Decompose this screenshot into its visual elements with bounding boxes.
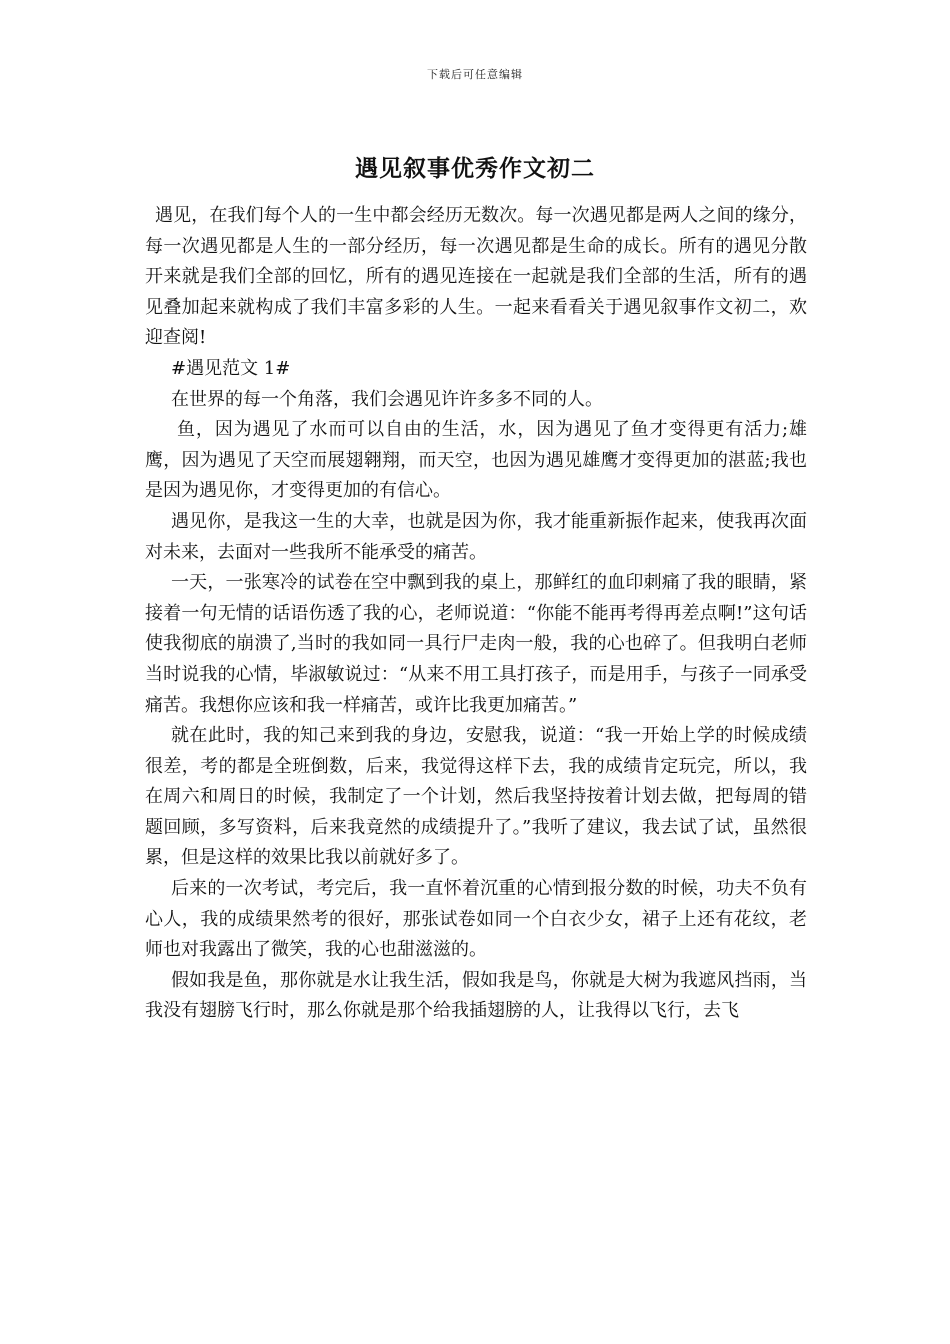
paragraph: 就在此时，我的知己来到我的身边，安慰我，说道：“我一开始上学的时候成绩很差，考的都是全班倒数，后来，我觉得这样下去，我的成绩肯定玩完，所以，我在周六和周日的时候，我制定了一个计划，然后我坚持按着计划去做，把每周的错题回顾，多写资料，后来我竟然的成绩提升了。”我听了建议，我去试了试，虽然很累，但是这样的效果比我以前就好多了。 (145, 725, 807, 869)
paragraph-intro: 遇见，在我们每个人的一生中都会经历无数次。每一次遇见都是两人之间的缘分，每一次遇见都是人生的一部分经历，每一次遇见都是生命的成长。所有的遇见分散开来就是我们全部的回忆，所有的遇见连接在一起就是我们全部的生活，所有的遇见叠加起来就构成了我们丰富多彩的人生。一起来看看关于遇见叙事作文初二，欢迎查阅! (145, 205, 807, 349)
paragraph: 一天，一张寒冷的试卷在空中飘到我的桌上，那鲜红的血印刺痛了我的眼睛，紧接着一句无情的话语伤透了我的心，老师说道：“你能不能再考得再差点啊!”这句话使我彻底的崩溃了,当时的我如同一具行尸走肉一般，我的心也碎了。但我明白老师当时说我的心情，毕淑敏说过：“从来不用工具打孩子，而是用手，与孩子一同承受痛苦。我想你应该和我一样痛苦，或许比我更加痛苦。” (145, 572, 807, 716)
paragraph: 假如我是鱼，那你就是水让我生活，假如我是鸟，你就是大树为我遮风挡雨，当我没有翅膀飞行时，那么你就是那个给我插翅膀的人，让我得以飞行，去飞 (145, 969, 807, 1022)
document-title: 遇见叙事优秀作文初二 (355, 155, 595, 182)
paragraph: 在世界的每一个角落，我们会遇见许许多多不同的人。 (171, 388, 603, 410)
paragraph: 遇见你，是我这一生的大幸，也就是因为你，我才能重新振作起来，使我再次面对未来，去面对一些我所不能承受的痛苦。 (145, 510, 807, 563)
section-heading: #遇见范文 1# (171, 357, 291, 379)
paragraph: 后来的一次考试，考完后，我一直怀着沉重的心情到报分数的时候，功夫不负有心人，我的成绩果然考的很好，那张试卷如同一个白衣少女，裙子上还有花纹，老师也对我露出了微笑，我的心也甜滋滋的。 (145, 878, 807, 961)
header-note: 下载后可任意编辑 (427, 68, 523, 81)
paragraph: 鱼，因为遇见了水而可以自由的生活，水，因为遇见了鱼才变得更有活力;雄鹰，因为遇见了天空而展翅翱翔，而天空，也因为遇见雄鹰才变得更加的湛蓝;我也是因为遇见你，才变得更加的有信心。 (145, 419, 807, 502)
document-body (145, 201, 807, 1027)
